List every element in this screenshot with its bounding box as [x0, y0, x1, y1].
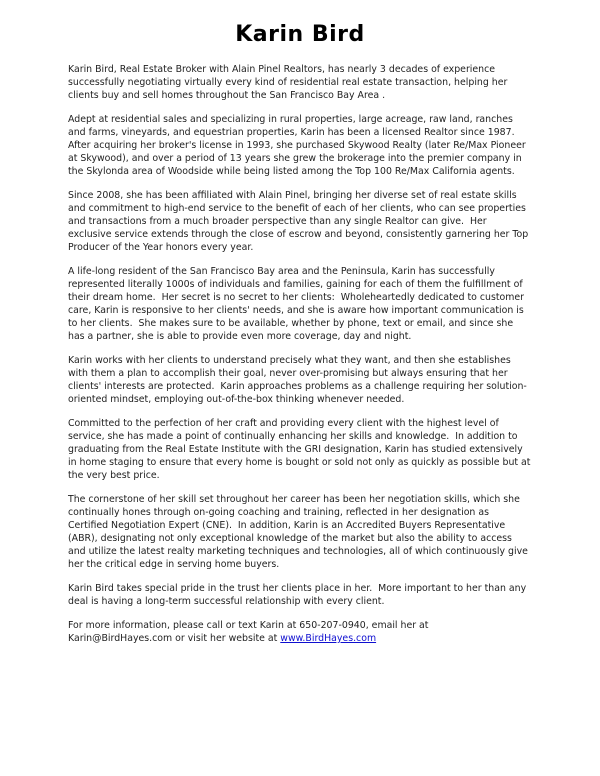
- website-link[interactable]: www.BirdHayes.com: [280, 633, 377, 644]
- contact-text: For more information, please call or text Karin at 650-207-0940, email her at Karin@BirdHayes.com or visit her website at: [68, 620, 432, 644]
- body-paragraph: Committed to the perfection of her craft and providing every client with the highest level of service, she has made a point of continually enhancing her skills and knowledge. In addition to graduating from the Real Estate Institute with the GRI designation, Karin has studied extensively in home staging to ensure that every home is bought or sold not only as quickly as possible but at the very best price.: [68, 418, 534, 481]
- body-paragraph: The cornerstone of her skill set throughout her career has been her negotiation skills, which she continually hones through on-going coaching and training, reflected in her designation as Certified Negotiation Expert (CNE). In addition, Karin is an Accredited Buyers Representative (ABR), designating not only exceptional knowledge of the market but also the ability to access and utilize the latest realty marketing techniques and technologies, all of which continuously give her the critical edge in serving home buyers.: [68, 494, 531, 570]
- document-body: [68, 63, 532, 645]
- body-paragraph: A life-long resident of the San Francisco Bay area and the Peninsula, Karin has successfully represented literally 1000s of individuals and families, gaining for each of them the fulfillment of their dream home. Her secret is no secret to her clients: Wholeheartedly dedicated to customer care, Karin is responsive to her clients' needs, and she is aware how important communication is to her clients. She makes sure to be available, whether by phone, text or email, and since she has a partner, she is able to provide even more coverage, day and night.: [68, 266, 528, 342]
- body-paragraph: Karin works with her clients to understand precisely what they want, and then she establishes with them a plan to accomplish their goal, never over-promising but always ensuring that her clients' interests are protected. Karin approaches problems as a challenge requiring her solution-oriented mindset, employing out-of-the-box thinking whenever needed.: [68, 355, 527, 405]
- body-paragraph: Since 2008, she has been affiliated with Alain Pinel, bringing her diverse set of real estate skills and commitment to high-end service to the benefit of each of her clients, who can see properties and transactions from a much broader perspective than any single Realtor can give. Her exclusive service extends through the close of escrow and beyond, consistently garnering her Top Producer of the Year honors every year.: [68, 190, 532, 253]
- body-paragraph: Karin Bird takes special pride in the trust her clients place in her. More important to her than any deal is having a long-term successful relationship with every client.: [68, 583, 530, 607]
- contact-paragraph: [68, 619, 532, 645]
- page-title: Karin Bird: [235, 22, 365, 47]
- body-paragraph: Karin Bird, Real Estate Broker with Alain Pinel Realtors, has nearly 3 decades of experience successfully negotiating virtually every kind of residential real estate transaction, helping her clients buy and sell homes throughout the San Francisco Bay Area .: [68, 64, 511, 101]
- body-paragraph: Adept at residential sales and specializing in rural properties, large acreage, raw land, ranches and farms, vineyards, and equestrian properties, Karin has been a licensed Realtor since 1987. After acquiring her broker's license in 1993, she purchased Skywood Realty (later Re/Max Pioneer at Skywood), and over a period of 13 years she grew the brokerage into the premier company in the Skylonda area of Woodside while being listed among the Top 100 Re/Max California agents.: [68, 114, 529, 177]
